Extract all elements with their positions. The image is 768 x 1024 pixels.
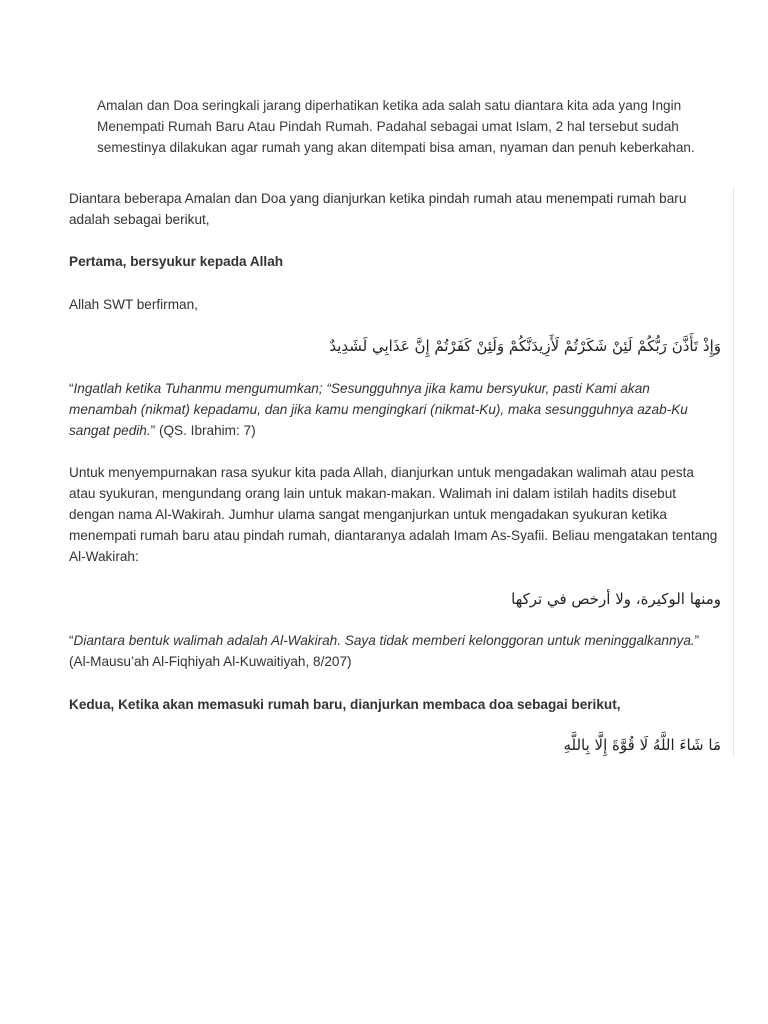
intro-paragraph: Amalan dan Doa seringkali jarang diperhatikan ketika ada salah satu diantara kita ada yang Ingin Menempati Rumah Baru Atau Pindah Rumah. Padahal sebagai umat Islam, 2 hal tersebut sudah semestinya dilakukan agar rumah yang akan ditempati bisa aman, nyaman dan penuh keberkahan. xyxy=(97,98,695,155)
paragraph-allah-berfirman: Allah SWT berfirman, xyxy=(69,297,198,312)
arabic-verse: وَإِذْ تَأَذَّنَ رَبُّكُمْ لَئِنْ شَكَرْتُمْ لَأَزِيدَنَّكُمْ وَلَئِنْ كَفَرْتُمْ إِنَّ عَذَابِي لَشَدِيدٌ xyxy=(329,337,721,355)
quote-citation: (Al-Mausu’ah Al-Fiqhiyah Al-Kuwaitiyah, 8/207) xyxy=(69,654,352,669)
article-body xyxy=(69,188,734,756)
quote-translation-wakirah xyxy=(69,630,721,672)
paragraph-walimah: Untuk menyempurnakan rasa syukur kita pada Allah, dianjurkan untuk mengadakan walimah atau pesta atau syukuran, mengundang orang lain untuk makan-makan. Walimah ini dalam istilah hadits disebut dengan nama Al-Wakirah. Jumhur ulama sangat menganjurkan untuk mengadakan syukuran ketika menempati rumah baru atau pindah rumah, diantaranya adalah Imam As-Syafii. Beliau mengatakan tentang Al-Wakirah: xyxy=(69,465,718,564)
quote-open-mark: “ xyxy=(69,381,74,396)
quote-text: Ingatlah ketika Tuhanmu mengumumkan; “Sesungguhnya jika kamu bersyukur, pasti Kami akan menambah (nikmat) kepadamu, dan jika kamu mengingkari (nikmat-Ku), maka sesungguhnya azab-Ku sangat pedih. xyxy=(69,381,688,438)
quote-translation-ibrahim xyxy=(69,378,721,441)
quote-citation: (QS. Ibrahim: 7) xyxy=(155,423,256,438)
heading-pertama: Pertama, bersyukur kepada Allah xyxy=(69,254,284,269)
quote-open-mark: “ xyxy=(69,633,74,648)
quote-text: Diantara bentuk walimah adalah Al-Wakirah. Saya tidak memberi kelonggoran untuk meninggalkannya. xyxy=(73,633,695,648)
arabic-wakirah-quote: ومنها الوكيرة، ولا أرخص في تركها xyxy=(511,590,721,608)
quote-close-mark: ” xyxy=(694,633,700,648)
quote-close-mark: ” xyxy=(150,423,156,438)
heading-kedua: Kedua, Ketika akan memasuki rumah baru, dianjurkan membaca doa sebagai berikut, xyxy=(69,697,621,712)
paragraph-amalan-list-intro: Diantara beberapa Amalan dan Doa yang dianjurkan ketika pindah rumah atau menempati rumah baru adalah sebagai berikut, xyxy=(69,191,687,227)
arabic-doa: مَا شَاءَ اللَّهُ لَا قُوَّةَ إِلَّا بِاللَّهِ xyxy=(563,736,721,754)
